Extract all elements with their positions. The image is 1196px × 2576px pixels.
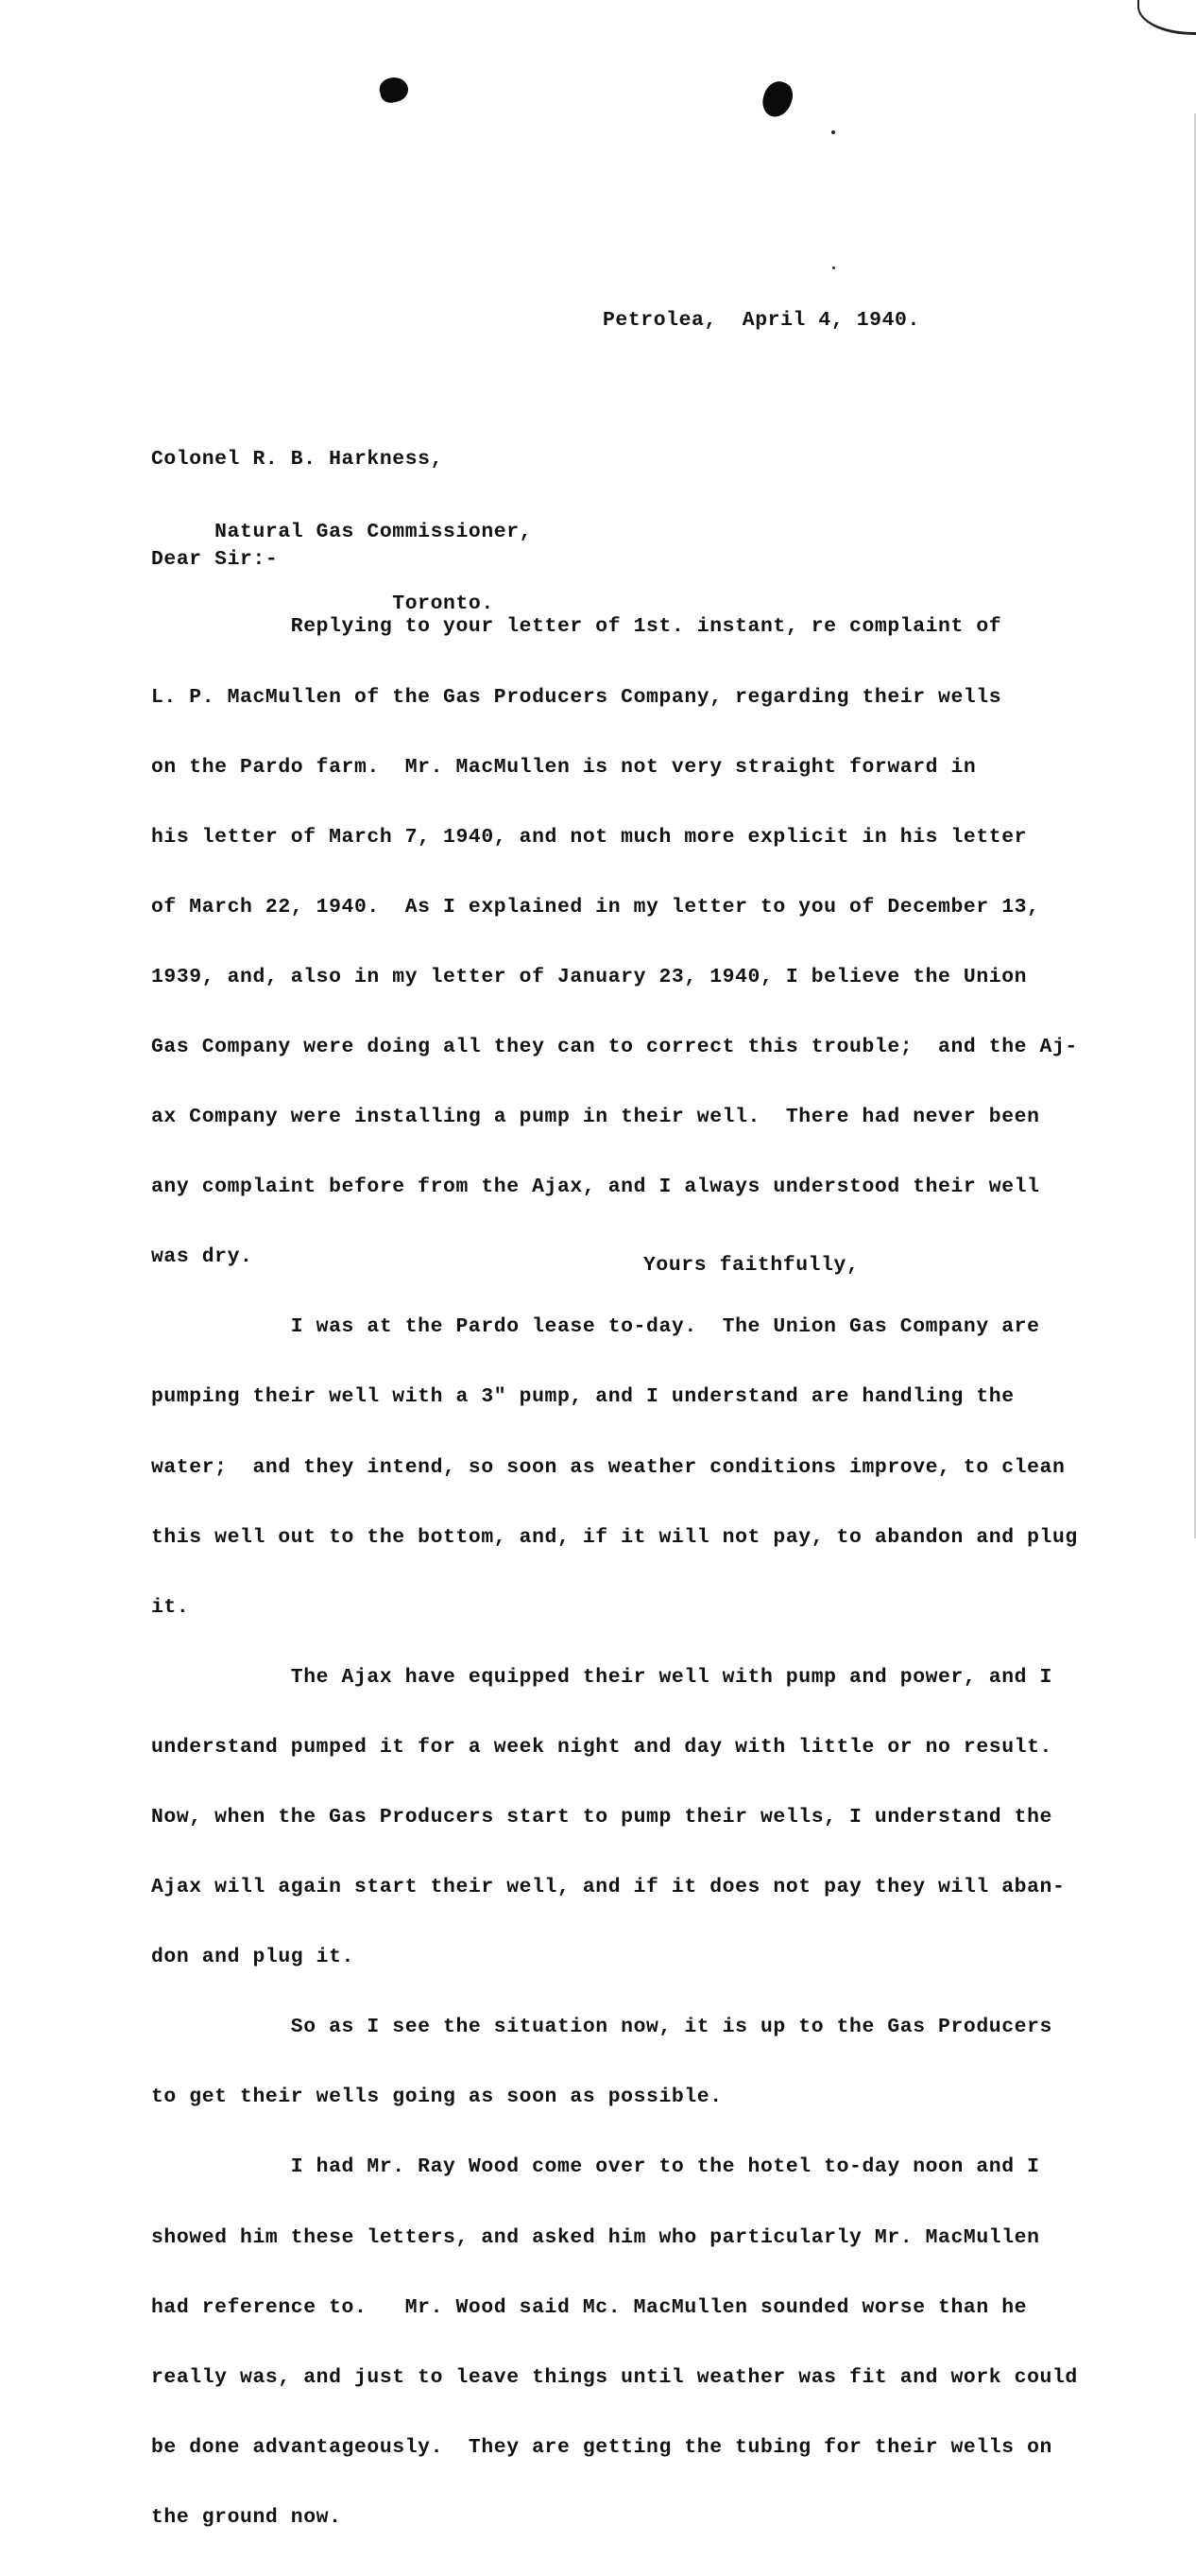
body-line: I was at the Pardo lease to-day. The Union Gas Company are bbox=[151, 1315, 1040, 1339]
body-line: had reference to. Mr. Wood said Mc. MacMullen sounded worse than he bbox=[151, 2295, 1028, 2319]
body-line: the ground now. bbox=[151, 2505, 342, 2529]
body-line: his letter of March 7, 1940, and not much more explicit in his letter bbox=[151, 825, 1028, 849]
recipient-line: Colonel R. B. Harkness, bbox=[151, 448, 444, 472]
body-line: don and plug it. bbox=[151, 1946, 354, 1969]
body-line: L. P. MacMullen of the Gas Producers Company, regarding their wells bbox=[151, 685, 1002, 709]
body-line: really was, and just to leave things until weather was fit and work could bbox=[151, 2365, 1078, 2389]
body-line: on the Pardo farm. Mr. MacMullen is not very straight forward in bbox=[151, 755, 977, 779]
recipient-line: Natural Gas Commissioner, bbox=[151, 520, 533, 543]
body-line: be done advantageously. They are getting the tubing for their wells on bbox=[151, 2435, 1052, 2459]
ink-speck bbox=[831, 130, 835, 134]
body-line: of March 22, 1940. As I explained in my letter to you of December 13, bbox=[151, 895, 1040, 919]
body-line: I had Mr. Ray Wood come over to the hotel to-day noon and I bbox=[151, 2155, 1040, 2179]
body-line: was dry. bbox=[151, 1245, 253, 1269]
body-line: Replying to your letter of 1st. instant, re complaint of bbox=[151, 615, 1002, 639]
closing: Yours faithfully, bbox=[643, 1254, 860, 1277]
body-line: Gas Company were doing all they can to correct this trouble; and the Aj- bbox=[151, 1035, 1078, 1058]
body-line: understand pumped it for a week night and day with little or no result. bbox=[151, 1735, 1052, 1759]
body-line: any complaint before from the Ajax, and I always understood their well bbox=[151, 1176, 1040, 1199]
corner-scan-mark bbox=[1137, 0, 1196, 35]
salutation: Dear Sir:- bbox=[151, 548, 279, 571]
body-line: water; and they intend, so soon as weather conditions improve, to clean bbox=[151, 1455, 1066, 1479]
punch-hole-right bbox=[759, 77, 796, 120]
body-line: The Ajax have equipped their well with pump and power, and I bbox=[151, 1665, 1052, 1689]
body-line: this well out to the bottom, and, if it will not pay, to abandon and plug bbox=[151, 1525, 1078, 1549]
body-line: it. bbox=[151, 1595, 190, 1619]
body-line: Now, when the Gas Producers start to pump their wells, I understand the bbox=[151, 1806, 1052, 1829]
body-line: ax Company were installing a pump in their well. There had never been bbox=[151, 1106, 1040, 1129]
body-line: to get their wells going as soon as possible. bbox=[151, 2086, 723, 2109]
body-line: pumping their well with a 3" pump, and I understand are handling the bbox=[151, 1385, 1015, 1409]
body-line: So as I see the situation now, it is up to the Gas Producers bbox=[151, 2016, 1052, 2039]
letter-body bbox=[151, 569, 1078, 2576]
body-line: showed him these letters, and asked him who particularly Mr. MacMullen bbox=[151, 2225, 1040, 2249]
punch-hole-left bbox=[378, 75, 411, 105]
recipient-line: Toronto. bbox=[151, 592, 494, 616]
ink-speck bbox=[832, 266, 835, 269]
date-line: Petrolea, April 4, 1940. bbox=[603, 309, 920, 332]
body-line: Ajax will again start their well, and if it does not pay they will aban- bbox=[151, 1876, 1066, 1899]
body-line: 1939, and, also in my letter of January 23, 1940, I believe the Union bbox=[151, 965, 1028, 988]
